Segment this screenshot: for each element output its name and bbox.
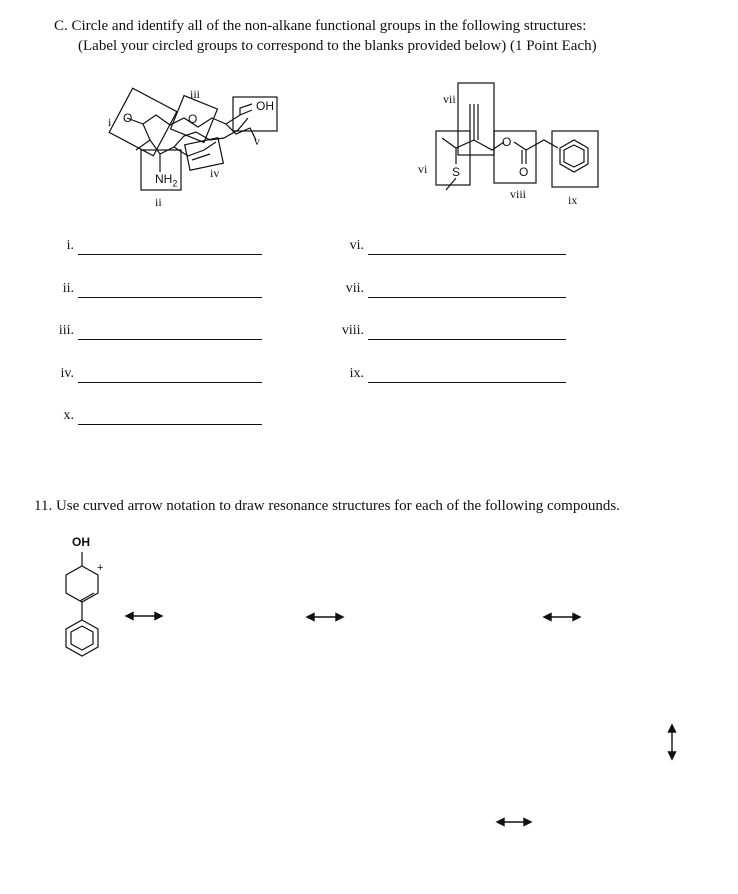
- resonance-arrow-3: [544, 614, 580, 621]
- blank-label-iii: iii.: [58, 323, 74, 338]
- blank-label-ix: ix.: [349, 366, 364, 381]
- molecule-2-label-ix: ix: [568, 193, 578, 207]
- molecule-2-atom-o-ester: O: [502, 135, 512, 149]
- part-c-instruction-note: (Label your circled groups to correspond to the blanks provided below) (1 Point Each): [78, 38, 597, 54]
- resonance-arrow-1: [126, 613, 162, 620]
- molecule-1-label-v: v: [254, 134, 260, 148]
- blank-label-x: x.: [63, 408, 74, 423]
- molecule-1-atom-nh2: $NH_2$: [155, 172, 178, 189]
- molecule-1-atom-o1: O: [123, 111, 133, 125]
- resonance-arrow-4: [497, 819, 531, 826]
- blank-label-ii: ii.: [62, 281, 74, 296]
- resonance-arrow-2: [307, 614, 343, 621]
- molecule-2-label-vii: vii: [443, 92, 456, 106]
- molecule-2-label-vi: vi: [418, 162, 428, 176]
- molecule-2-label-viii: viii: [510, 187, 527, 201]
- blank-label-vi: vi.: [349, 238, 364, 253]
- blank-label-iv: iv.: [60, 366, 74, 381]
- molecule-1-label-ii: ii: [155, 195, 162, 209]
- molecule-1-label-iv: iv: [210, 166, 220, 180]
- molecule-2-atom-s: S: [452, 165, 461, 179]
- molecule-2-atom-o-carbonyl: O: [519, 165, 529, 179]
- question-11-text: 11. Use curved arrow notation to draw resonance structures for each of the following compounds.: [34, 498, 620, 514]
- blank-label-vii: vii.: [345, 281, 364, 296]
- molecule-1-atom-oh: OH: [256, 99, 274, 113]
- compound-1-charge: +: [97, 562, 104, 574]
- molecule-1-label-iii: iii: [190, 87, 201, 101]
- molecule-1-label-i: i: [108, 115, 112, 129]
- part-c-instruction: C. Circle and identify all of the non-alkane functional groups in the following structures:: [54, 18, 587, 34]
- molecule-1-atom-o2: O: [188, 112, 198, 126]
- blank-label-i: i.: [66, 238, 74, 253]
- blank-label-viii: viii.: [341, 323, 364, 338]
- compound-1-oh: OH: [72, 535, 90, 549]
- resonance-arrow-vertical: [669, 725, 676, 759]
